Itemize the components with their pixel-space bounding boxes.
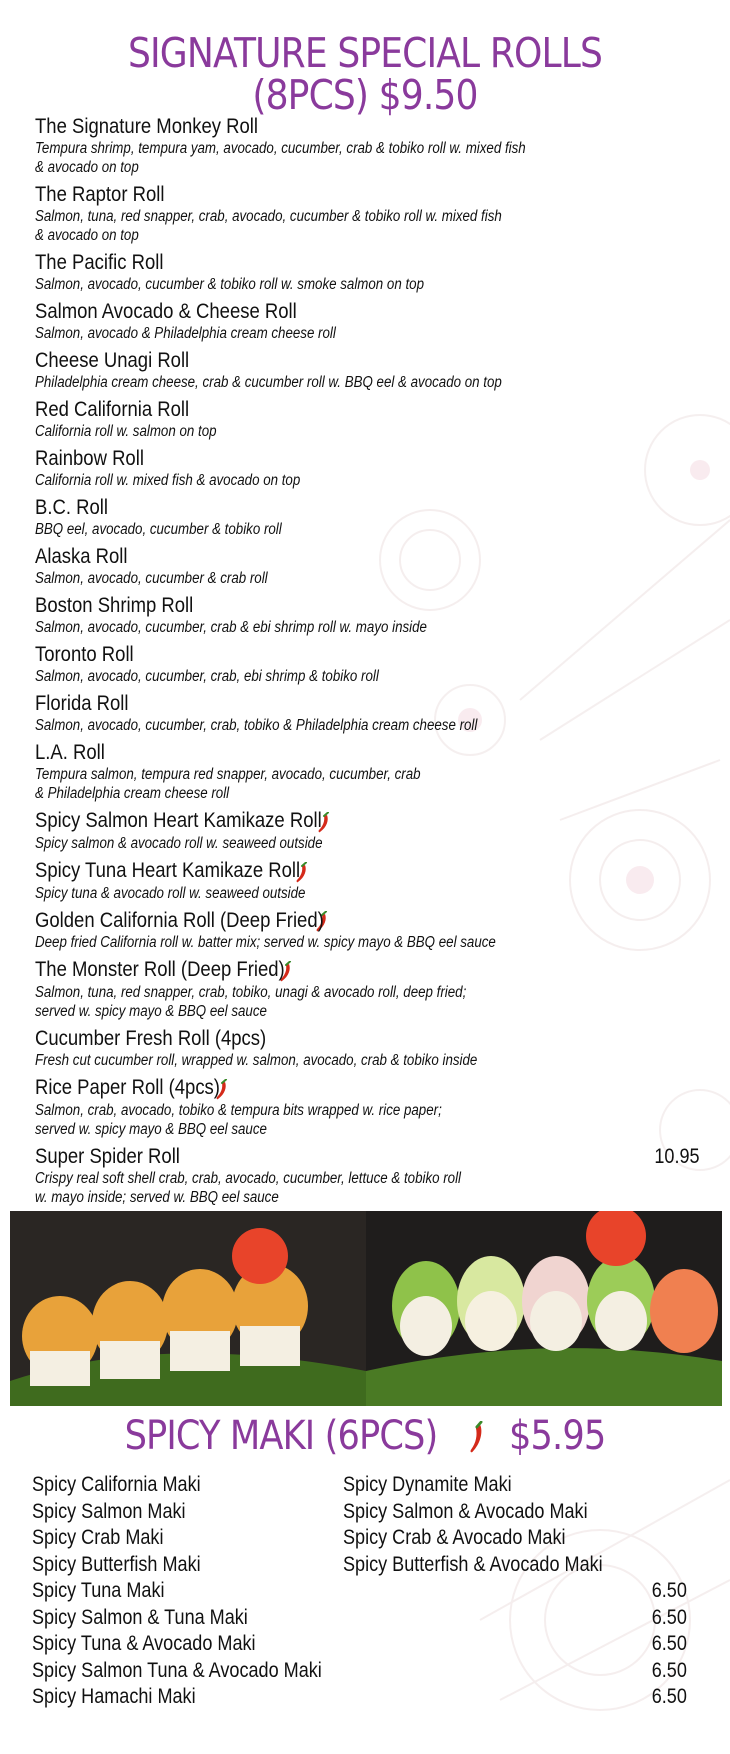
menu-item	[35, 348, 695, 392]
maki-item: Spicy Crab & Avocado Maki	[343, 1526, 566, 1549]
menu-item-description: Spicy salmon & avocado roll w. seaweed outside	[35, 834, 323, 852]
menu-item	[35, 397, 695, 441]
menu-item-description: Salmon, avocado, cucumber & crab roll	[35, 570, 268, 587]
menu-item-name: Super Spider Roll	[35, 1143, 180, 1168]
maki-item: Spicy Butterfish Maki	[32, 1552, 201, 1576]
section-price-signature: (8PCS) $9.50	[252, 71, 478, 119]
maki-item-price: 6.50	[651, 1605, 687, 1629]
menu-item-name: Florida Roll	[35, 691, 129, 715]
section-title-spicy-maki	[44, 1413, 686, 1459]
section-title-signature: SIGNATURE SPECIAL ROLLS	[127, 29, 603, 77]
menu-item-name: Rice Paper Roll (4pcs)	[35, 1075, 220, 1100]
maki-item-price: 6.50	[651, 1685, 687, 1708]
menu-item-description: & Philadelphia cream cheese roll	[35, 785, 230, 802]
menu-item	[35, 642, 695, 686]
menu-item-description: BBQ eel, avocado, cucumber & tobiko roll	[35, 521, 282, 538]
menu-item	[35, 299, 695, 343]
sushi-photo-strip	[10, 1211, 722, 1406]
maki-item-price: 6.50	[651, 1658, 687, 1682]
menu-item-description: Salmon, avocado, cucumber & tobiko roll w. smoke salmon on top	[35, 276, 424, 293]
menu-item-name: The Pacific Roll	[35, 250, 164, 274]
menu-item-description: Spicy tuna & avocado roll w. seaweed outside	[35, 884, 306, 902]
menu-item	[35, 908, 695, 953]
menu-item-description: California roll w. salmon on top	[35, 423, 217, 440]
menu-item-name: Cheese Unagi Roll	[35, 348, 190, 372]
spicy-maki-price: $5.95	[509, 1413, 606, 1459]
maki-item: Spicy Salmon Tuna & Avocado Maki	[32, 1658, 322, 1682]
menu-item-description: Deep fried California roll w. batter mix; served w. spicy mayo & BBQ eel sauce	[35, 934, 496, 952]
menu-item-description: served w. spicy mayo & BBQ eel sauce	[35, 1003, 267, 1021]
menu-item-name: B.C. Roll	[35, 495, 108, 519]
menu-item	[35, 544, 695, 588]
maki-item: Spicy Salmon Maki	[32, 1499, 186, 1523]
menu-item-name: Salmon Avocado & Cheese Roll	[35, 299, 297, 323]
menu-item	[35, 957, 695, 1021]
menu-item-description: Salmon, avocado & Philadelphia cream cheese roll	[35, 325, 336, 342]
menu-item-name: The Monster Roll (Deep Fried)	[35, 957, 285, 982]
menu-item-description: Salmon, avocado, cucumber, crab & ebi shrimp roll w. mayo inside	[35, 619, 427, 636]
menu-item-name: Cucumber Fresh Roll (4pcs)	[35, 1026, 267, 1051]
sushi-photo-right	[366, 1211, 722, 1406]
menu-item-name: Red California Roll	[35, 397, 190, 421]
menu-item-name: Golden California Roll (Deep Fried)	[35, 907, 324, 932]
menu-item-name: Boston Shrimp Roll	[35, 593, 194, 617]
menu-item-description: Tempura shrimp, tempura yam, avocado, cucumber, crab & tobiko roll w. mixed fish	[35, 140, 526, 157]
menu-item-price: 10.95	[654, 1144, 700, 1168]
menu-item	[35, 182, 695, 245]
maki-item: Spicy Crab Maki	[32, 1526, 164, 1549]
menu-item-name: L.A. Roll	[35, 740, 105, 764]
menu-item-name: Toronto Roll	[35, 642, 134, 666]
menu-item	[35, 808, 695, 853]
menu-item	[35, 858, 695, 903]
menu-item-description: & avocado on top	[35, 159, 139, 176]
menu-item	[35, 1026, 695, 1070]
menu-item-name: Spicy Tuna Heart Kamikaze Roll	[35, 857, 301, 882]
maki-item: Spicy Salmon & Avocado Maki	[343, 1499, 588, 1523]
maki-item: Spicy Butterfish & Avocado Maki	[343, 1552, 603, 1576]
signature-roll-list	[35, 114, 700, 1212]
maki-item-price: 6.50	[651, 1632, 687, 1655]
menu-item-name: Alaska Roll	[35, 544, 128, 568]
menu-item	[35, 740, 695, 803]
maki-item: Spicy Hamachi Maki	[32, 1685, 196, 1708]
menu-item	[35, 1143, 700, 1207]
maki-item: Spicy Tuna & Avocado Maki	[32, 1632, 256, 1655]
menu-item-description: California roll w. mixed fish & avocado on top	[35, 472, 301, 489]
menu-item-name: The Signature Monkey Roll	[35, 114, 259, 138]
menu-item-description: Salmon, avocado, cucumber, crab, ebi shrimp & tobiko roll	[35, 668, 379, 685]
sushi-photo-left	[10, 1211, 366, 1406]
spicy-maki-title: SPICY MAKI (6PCS)	[124, 1413, 438, 1459]
menu-item	[35, 446, 695, 490]
maki-item: Spicy Salmon & Tuna Maki	[32, 1605, 248, 1629]
menu-item	[35, 1075, 695, 1139]
menu-item-description: Salmon, avocado, cucumber, crab, tobiko & Philadelphia cream cheese roll	[35, 717, 478, 734]
maki-item: Spicy Dynamite Maki	[343, 1473, 512, 1496]
menu-item-description: & avocado on top	[35, 227, 139, 244]
menu-item-name: The Raptor Roll	[35, 182, 165, 206]
maki-item-price: 6.50	[651, 1579, 687, 1602]
menu-item-description: served w. spicy mayo & BBQ eel sauce	[35, 1120, 267, 1138]
menu-item-description: Salmon, tuna, red snapper, crab, tobiko, unagi & avocado roll, deep fried;	[35, 984, 467, 1002]
menu-item-description: Crispy real soft shell crab, crab, avocado, cucumber, lettuce & tobiko roll	[35, 1169, 462, 1187]
menu-item	[35, 691, 695, 735]
menu-item	[35, 250, 695, 294]
maki-item: Spicy Tuna Maki	[32, 1579, 165, 1602]
menu-item	[35, 593, 695, 637]
chili-pepper-icon	[467, 1421, 486, 1455]
menu-item	[35, 495, 695, 539]
menu-item	[35, 114, 695, 177]
menu-item-description: Philadelphia cream cheese, crab & cucumber roll w. BBQ eel & avocado on top	[35, 374, 502, 391]
menu-item-name: Rainbow Roll	[35, 446, 144, 470]
menu-item-description: Fresh cut cucumber roll, wrapped w. salmon, avocado, crab & tobiko inside	[35, 1052, 478, 1070]
maki-item: Spicy California Maki	[32, 1473, 201, 1496]
menu-item-description: w. mayo inside; served w. BBQ eel sauce	[35, 1188, 279, 1206]
menu-item-description: Salmon, tuna, red snapper, crab, avocado, cucumber & tobiko roll w. mixed fish	[35, 208, 502, 225]
menu-item-name: Spicy Salmon Heart Kamikaze Roll	[35, 808, 322, 832]
menu-item-description: Tempura salmon, tempura red snapper, avocado, cucumber, crab	[35, 766, 421, 783]
menu-item-description: Salmon, crab, avocado, tobiko & tempura bits wrapped w. rice paper;	[35, 1101, 442, 1119]
